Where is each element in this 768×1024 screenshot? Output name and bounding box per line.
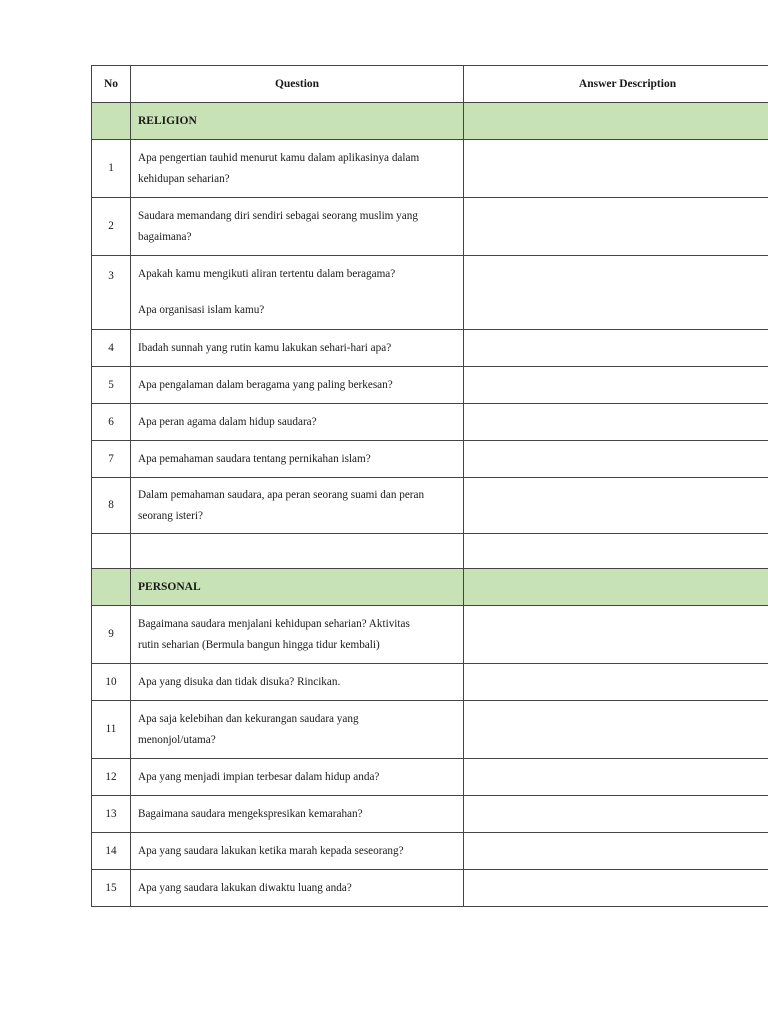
empty-row — [92, 534, 768, 569]
section-title-religion: RELIGION — [131, 103, 464, 140]
question-text: bagaimana? — [138, 230, 192, 243]
answer-cell[interactable] — [464, 441, 768, 478]
questionnaire-table — [91, 65, 768, 907]
row-number: 14 — [92, 833, 131, 870]
row-number: 2 — [92, 198, 131, 256]
question-text: kehidupan seharian? — [138, 172, 230, 185]
question-cell — [131, 870, 464, 907]
header-question: Question — [131, 66, 464, 103]
table-row — [92, 367, 768, 404]
answer-cell[interactable] — [464, 759, 768, 796]
question-text: Apa yang disuka dan tidak disuka? Rincikan. — [138, 675, 341, 688]
table-row — [92, 664, 768, 701]
question-text: Apa yang menjadi impian terbesar dalam hidup anda? — [138, 770, 380, 783]
question-cell — [131, 256, 464, 330]
question-cell — [131, 478, 464, 534]
table-row — [92, 198, 768, 256]
row-number: 1 — [92, 140, 131, 198]
table-row — [92, 330, 768, 367]
table-row — [92, 478, 768, 534]
question-cell — [131, 404, 464, 441]
table-row — [92, 441, 768, 478]
question-text: Saudara memandang diri sendiri sebagai seorang muslim yang — [138, 209, 418, 222]
questionnaire-sheet — [91, 65, 768, 907]
question-text: Apa saja kelebihan dan kekurangan saudara yang — [138, 712, 359, 725]
answer-cell[interactable] — [464, 796, 768, 833]
row-number: 12 — [92, 759, 131, 796]
row-number: 10 — [92, 664, 131, 701]
question-text: Apa organisasi islam kamu? — [138, 304, 265, 316]
question-text: Dalam pemahaman saudara, apa peran seorang suami dan peran — [138, 488, 425, 501]
answer-cell[interactable] — [464, 140, 768, 198]
table-row — [92, 140, 768, 198]
section-title-personal: PERSONAL — [131, 569, 464, 606]
question-text: Apa yang saudara lakukan diwaktu luang anda? — [138, 881, 352, 894]
question-text: Apa pengalaman dalam beragama yang paling berkesan? — [138, 378, 393, 391]
empty-cell — [92, 534, 131, 569]
section-no-cell — [92, 103, 131, 140]
question-text: menonjol/utama? — [138, 733, 216, 746]
answer-cell[interactable] — [464, 256, 768, 330]
question-cell — [131, 759, 464, 796]
question-text: Apakah kamu mengikuti aliran tertentu dalam beragama? — [138, 268, 396, 280]
row-number: 3 — [92, 256, 131, 330]
section-no-cell — [92, 569, 131, 606]
answer-cell[interactable] — [464, 606, 768, 664]
row-number: 6 — [92, 404, 131, 441]
question-text: Apa pengertian tauhid menurut kamu dalam aplikasinya dalam — [138, 151, 420, 164]
section-answer-cell — [464, 569, 768, 606]
answer-cell[interactable] — [464, 664, 768, 701]
row-number: 9 — [92, 606, 131, 664]
question-cell — [131, 796, 464, 833]
question-text: Bagaimana saudara menjalani kehidupan seharian? Aktivitas — [138, 617, 410, 630]
row-number: 8 — [92, 478, 131, 534]
answer-cell[interactable] — [464, 833, 768, 870]
table-row — [92, 701, 768, 759]
table-row — [92, 404, 768, 441]
question-text: rutin seharian (Bermula bangun hingga tidur kembali) — [138, 638, 380, 651]
table-row — [92, 256, 768, 330]
question-spacer — [138, 285, 456, 300]
question-cell — [131, 701, 464, 759]
question-cell — [131, 441, 464, 478]
header-row — [92, 66, 768, 103]
table-row — [92, 833, 768, 870]
question-cell — [131, 330, 464, 367]
question-text: Apa peran agama dalam hidup saudara? — [138, 415, 317, 428]
table-row — [92, 796, 768, 833]
question-text: Apa yang saudara lakukan ketika marah kepada seseorang? — [138, 844, 404, 857]
question-cell — [131, 367, 464, 404]
empty-cell — [131, 534, 464, 569]
answer-cell[interactable] — [464, 330, 768, 367]
question-cell — [131, 664, 464, 701]
table-row — [92, 606, 768, 664]
section-row-religion — [92, 103, 768, 140]
question-text: seorang isteri? — [138, 509, 203, 522]
table-row — [92, 870, 768, 907]
answer-cell[interactable] — [464, 404, 768, 441]
header-answer: Answer Description — [464, 66, 768, 103]
row-number: 7 — [92, 441, 131, 478]
question-cell — [131, 198, 464, 256]
row-number: 13 — [92, 796, 131, 833]
table-row — [92, 759, 768, 796]
question-cell — [131, 833, 464, 870]
header-no: No — [92, 66, 131, 103]
answer-cell[interactable] — [464, 701, 768, 759]
answer-cell[interactable] — [464, 367, 768, 404]
row-number: 11 — [92, 701, 131, 759]
question-cell — [131, 140, 464, 198]
section-answer-cell — [464, 103, 768, 140]
answer-cell[interactable] — [464, 478, 768, 534]
answer-cell[interactable] — [464, 870, 768, 907]
row-number: 4 — [92, 330, 131, 367]
empty-cell — [464, 534, 768, 569]
question-cell — [131, 606, 464, 664]
question-text: Bagaimana saudara mengekspresikan kemarahan? — [138, 807, 363, 820]
answer-cell[interactable] — [464, 198, 768, 256]
section-row-personal — [92, 569, 768, 606]
question-text: Ibadah sunnah yang rutin kamu lakukan sehari-hari apa? — [138, 341, 392, 354]
row-number: 5 — [92, 367, 131, 404]
row-number: 15 — [92, 870, 131, 907]
question-text: Apa pemahaman saudara tentang pernikahan islam? — [138, 452, 371, 465]
